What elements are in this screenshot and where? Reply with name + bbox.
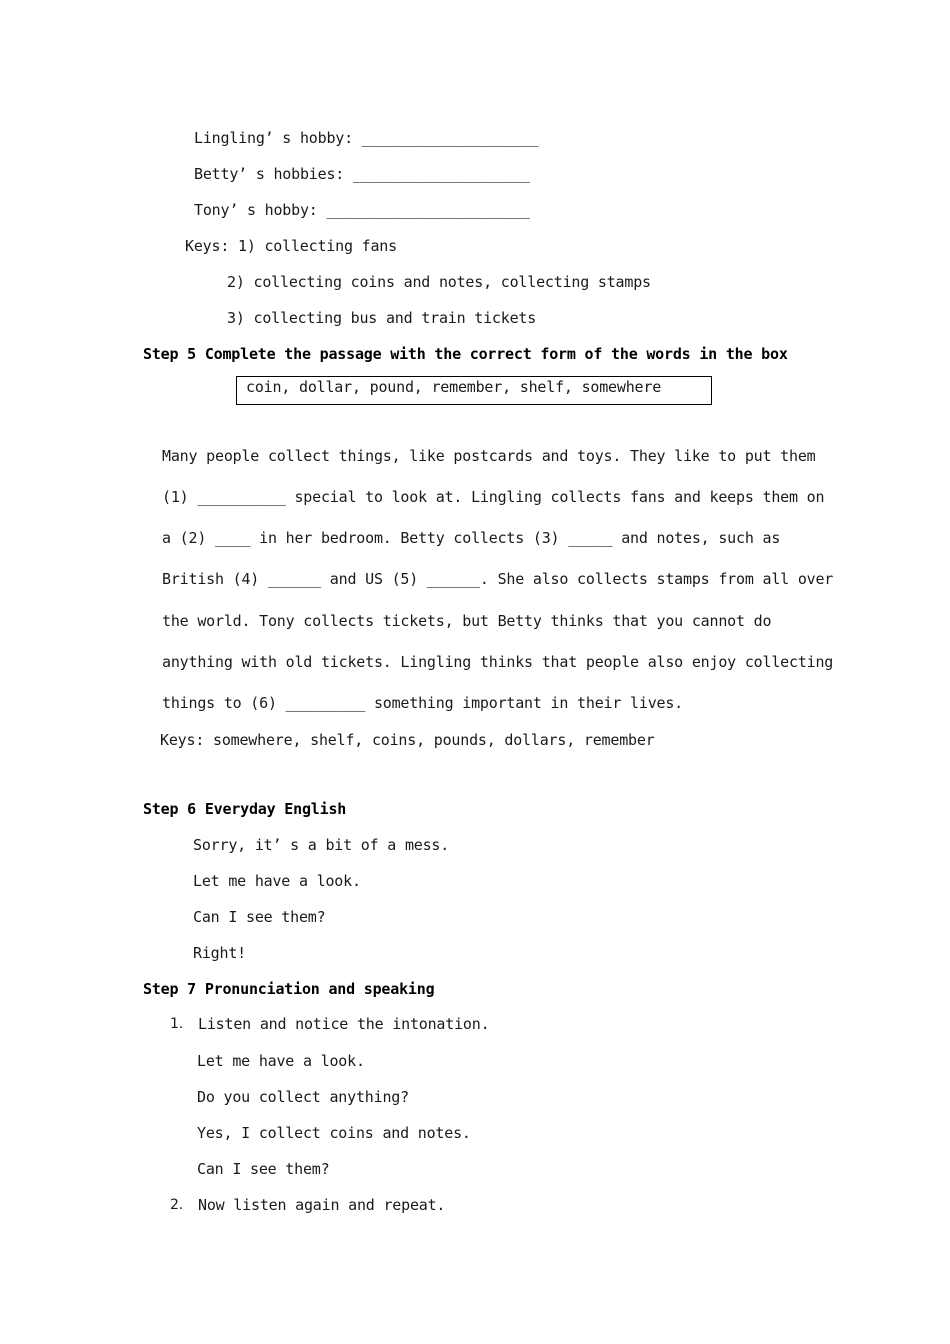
intonation-line: Can I see them? — [197, 1160, 330, 1178]
step5-keys-line: Keys: somewhere, shelf, coins, pounds, dollars, remember — [160, 731, 655, 749]
tony-hobby-line: Tony’ s hobby: _______________________ — [194, 201, 530, 219]
passage-line: British (4) ______ and US (5) ______. She also collects stamps from all over — [162, 570, 834, 588]
step6-heading: Step 6 Everyday English — [143, 800, 347, 818]
list-item-number-2: 2. — [170, 1197, 183, 1213]
list-item-text-1: Listen and notice the intonation. — [198, 1015, 490, 1033]
passage-line: things to (6) _________ something important in their lives. — [162, 694, 684, 712]
step4-keys-line-2: 2) collecting coins and notes, collecting stamps — [227, 273, 651, 291]
passage-line: anything with old tickets. Lingling thinks that people also enjoy collecting — [162, 653, 834, 671]
step4-keys-line-3: 3) collecting bus and train tickets — [227, 309, 537, 327]
intonation-line: Let me have a look. — [197, 1052, 365, 1070]
intonation-line: Yes, I collect coins and notes. — [197, 1124, 471, 1142]
betty-hobbies-line: Betty’ s hobbies: ____________________ — [194, 165, 530, 183]
step4-keys-line-1: Keys: 1) collecting fans — [185, 237, 397, 255]
list-item-text-2: Now listen again and repeat. — [198, 1196, 446, 1214]
everyday-english-line: Can I see them? — [193, 908, 326, 926]
everyday-english-line: Sorry, it’ s a bit of a mess. — [193, 836, 450, 854]
intonation-line: Do you collect anything? — [197, 1088, 409, 1106]
step5-heading: Step 5 Complete the passage with the correct form of the words in the box — [143, 345, 788, 363]
word-box-text: coin, dollar, pound, remember, shelf, somewhere — [246, 378, 662, 396]
passage-line: a (2) ____ in her bedroom. Betty collects (3) _____ and notes, such as — [162, 529, 781, 547]
list-item-number-1: 1. — [170, 1016, 183, 1032]
lingling-hobby-line: Lingling’ s hobby: ____________________ — [194, 129, 539, 147]
passage-line: the world. Tony collects tickets, but Betty thinks that you cannot do — [162, 612, 772, 630]
passage-line: Many people collect things, like postcards and toys. They like to put them — [162, 447, 816, 465]
word-box — [236, 376, 712, 405]
everyday-english-line: Let me have a look. — [193, 872, 361, 890]
everyday-english-line: Right! — [193, 944, 246, 962]
step7-heading: Step 7 Pronunciation and speaking — [143, 980, 435, 998]
passage-line: (1) __________ special to look at. Lingling collects fans and keeps them on — [162, 488, 825, 506]
